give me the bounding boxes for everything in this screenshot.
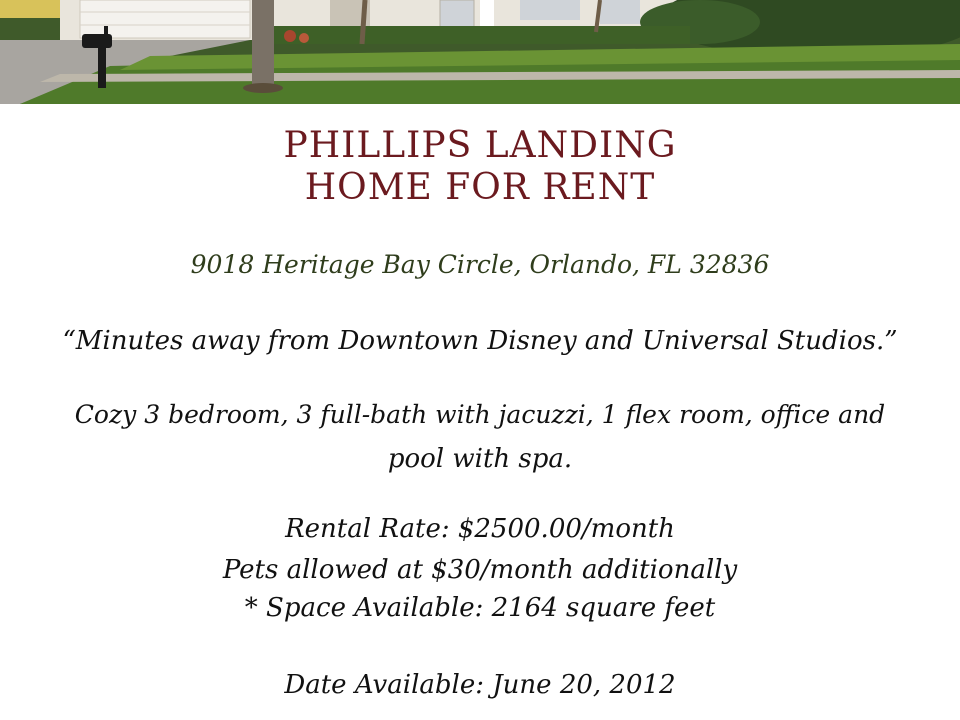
pets-policy: Pets allowed at $30/month additionally <box>222 555 738 585</box>
house-photo <box>0 0 960 104</box>
space-available: * Space Available: 2164 square feet <box>244 593 716 623</box>
property-address: 9018 Heritage Bay Circle, Orlando, FL 32836 <box>190 250 770 279</box>
title-line-1: PHILLIPS LANDING <box>283 125 677 166</box>
title-line-2: HOME FOR RENT <box>304 167 656 208</box>
date-available: Date Available: June 20, 2012 <box>284 670 676 700</box>
tagline-quote: “Minutes away from Downtown Disney and Universal Studios.” <box>62 326 898 356</box>
rental-rate: Rental Rate: $2500.00/month <box>285 514 675 544</box>
description-line-2: pool with spa. <box>387 444 573 474</box>
description-line-1: Cozy 3 bedroom, 3 full-bath with jacuzzi, 1 flex room, office and <box>74 400 886 429</box>
